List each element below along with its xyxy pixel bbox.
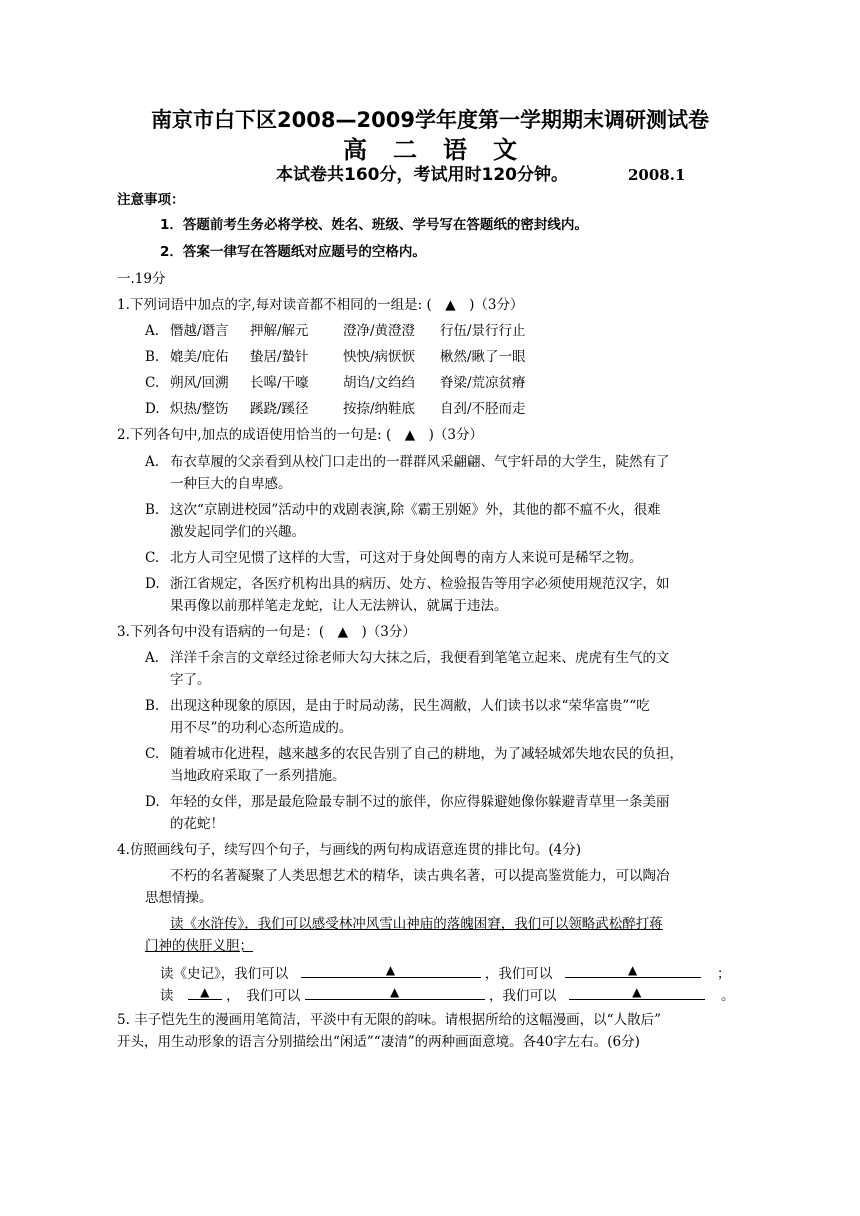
q3-option-a-line1: 洋洋千余言的文章经过徐老师大勾大抹之后，我便看到笔笔立起来、虎虎有生气的文 (170, 650, 670, 666)
word-pair: 媲美/庇佑 (170, 349, 229, 365)
q3-stem: 3.下列各句中没有语病的一句是：( ▲ )（3分） (117, 624, 416, 640)
fill-text: ，我们可以 (484, 966, 553, 982)
q2-option-b-line2: 激发起同学们的兴趣。 (170, 524, 305, 540)
section-1-heading: 一.19分 (117, 271, 166, 287)
triangle-mark: ▲ (628, 963, 638, 977)
word-pair: 自刭/不胫而走 (440, 401, 526, 417)
fill-punct: ； (716, 966, 731, 982)
q2-option-a-line1: 布衣草履的父亲看到从校门口走出的一群群风采翩翩、气宇轩昂的大学生，陡然有了 (170, 454, 670, 470)
fill-text: 读《史记》，我们可以 (160, 966, 289, 982)
q3-option-d-line1: 年轻的女伴，那是最危险最专制不过的旅伴，你应得躲避她像你躲避青草里一条美丽 (170, 794, 670, 810)
answer-blank[interactable] (188, 985, 222, 1000)
q5-line1: 5. 丰子恺先生的漫画用笔简洁，平淡中有无限的韵味。请根据所给的这幅漫画，以“人散后” (117, 1012, 661, 1028)
fill-text: ， 我们可以 (226, 988, 301, 1004)
q3-option-c-label: C. (145, 746, 160, 762)
q2-option-c-label: C. (145, 550, 160, 566)
triangle-mark: ▲ (200, 985, 210, 999)
exam-info (276, 160, 685, 185)
word-pair: 按捺/纳鞋底 (343, 401, 416, 417)
word-pair: 僭越/谮言 (170, 323, 229, 339)
word-pair: 蹊跷/蹊径 (250, 401, 309, 417)
q3-option-c-line2: 当地政府采取了一系列措施。 (170, 768, 346, 784)
q3-option-a-label: A. (145, 650, 160, 666)
triangle-mark: ▲ (385, 963, 396, 977)
option-label: A. (145, 323, 160, 339)
word-pair: 炽热/整饬 (170, 401, 229, 417)
q3-option-b-line1: 出现这种现象的原因，是由于时局动荡，民生凋敝，人们读书以求“荣华富贵”“吃 (170, 698, 650, 714)
notice-item-1: 1．答题前考生务必将学校、姓名、班级、学号写在答题纸的密封线内。 (160, 217, 588, 233)
option-label: D. (145, 401, 160, 417)
q4-para1-line1: 不朽的名著凝聚了人类思想艺术的精华，读古典名著，可以提高鉴赏能力，可以陶冶 (170, 868, 670, 884)
q2-option-b-line1: 这次“京剧进校园”活动中的戏剧表演,除《霸王别姬》外，其他的都不瘟不火，很难 (170, 502, 661, 518)
q2-option-d-line1: 浙江省规定，各医疗机构出具的病历、处方、检验报告等用字必须使用规范汉字，如 (170, 576, 670, 592)
word-pair: 押解/解元 (250, 323, 309, 339)
word-pair: 澄净/黄澄澄 (343, 323, 416, 339)
q2-option-b-label: B. (145, 502, 160, 518)
q3-option-c-line1: 随着城市化进程，越来越多的农民告别了自己的耕地，为了减轻城郊失地农民的负担， (170, 746, 683, 762)
answer-blank[interactable] (569, 985, 705, 1000)
notice-heading: 注意事项： (117, 192, 185, 208)
q2-option-d-line2: 果再像以前那样笔走龙蛇，让人无法辨认，就属于违法。 (170, 598, 508, 614)
exam-subject: 高二语文 (343, 136, 543, 164)
q2-option-a-line2: 一种巨大的自卑感。 (170, 476, 292, 492)
q3-option-b-line2: 用不尽”的功利心态所造成的。 (170, 720, 353, 736)
q2-option-d-label: D. (145, 576, 160, 592)
q2-option-a-label: A. (145, 454, 160, 470)
q4-stem: 4.仿照画线句子，续写四个句子，与画线的两句构成语意连贯的排比句。(4分) (117, 842, 582, 858)
q3-option-b-label: B. (145, 698, 160, 714)
answer-blank[interactable] (305, 985, 485, 1000)
word-pair: 楸然/瞅了一眼 (440, 349, 526, 365)
q1-stem: 1.下列词语中加点的字,每对读音都不相同的一组是: ( ▲ )（3分） (117, 297, 524, 313)
q4-underlined-line2: 门神的侠肝义胆； (145, 938, 253, 954)
q3-option-a-line2: 字了。 (170, 672, 211, 688)
answer-blank[interactable] (565, 963, 701, 978)
exam-info-text: 本试卷共160分，考试用时120分钟。 (276, 165, 568, 185)
word-pair: 长嗥/干嚎 (250, 375, 309, 391)
triangle-mark: ▲ (390, 985, 400, 999)
fill-text: ，我们可以 (488, 988, 557, 1004)
triangle-mark: ▲ (632, 985, 642, 999)
q4-underlined-line1: 读《水浒传》，我们可以感受林冲风雪山神庙的落魄困窘，我们可以领略武松醉打蒋 (170, 916, 663, 932)
fill-text: 读 (160, 988, 174, 1004)
q5-line2: 开头，用生动形象的语言分别描绘出“闲适”“凄清”的两种画面意境。各40字左右。(6分) (117, 1034, 640, 1050)
q3-option-d-line2: 的花蛇！ (170, 816, 224, 832)
exam-date: 2008.1 (627, 166, 686, 184)
word-pair: 蛰居/蟄针 (250, 349, 309, 365)
option-label: C. (145, 375, 160, 391)
word-pair: 脊梁/荒凉贫瘠 (440, 375, 526, 391)
answer-blank[interactable] (301, 963, 481, 978)
q4-fill-row-1 (160, 963, 730, 983)
q2-stem: 2.下列各句中,加点的成语使用恰当的一句是: ( ▲ )（3分） (117, 427, 484, 443)
q4-para1-line2: 思想情操。 (145, 890, 213, 906)
word-pair: 怏怏/病恹恹 (343, 349, 416, 365)
word-pair: 行伍/景行行止 (440, 323, 526, 339)
q3-option-d-label: D. (145, 794, 160, 810)
word-pair: 胡诌/文绉绉 (343, 375, 416, 391)
fill-punct: 。 (721, 988, 735, 1004)
q4-fill-row-2 (160, 985, 735, 1005)
word-pair: 朔风/回溯 (170, 375, 229, 391)
exam-title: 南京市白下区2008—2009学年度第一学期期末调研测试卷 (151, 108, 709, 132)
q2-option-c-line1: 北方人司空见惯了这样的大雪，可这对于身处闽粤的南方人来说可是稀罕之物。 (170, 550, 643, 566)
notice-item-2: 2．答案一律写在答题纸对应题号的空格内。 (160, 244, 426, 260)
option-label: B. (145, 349, 160, 365)
